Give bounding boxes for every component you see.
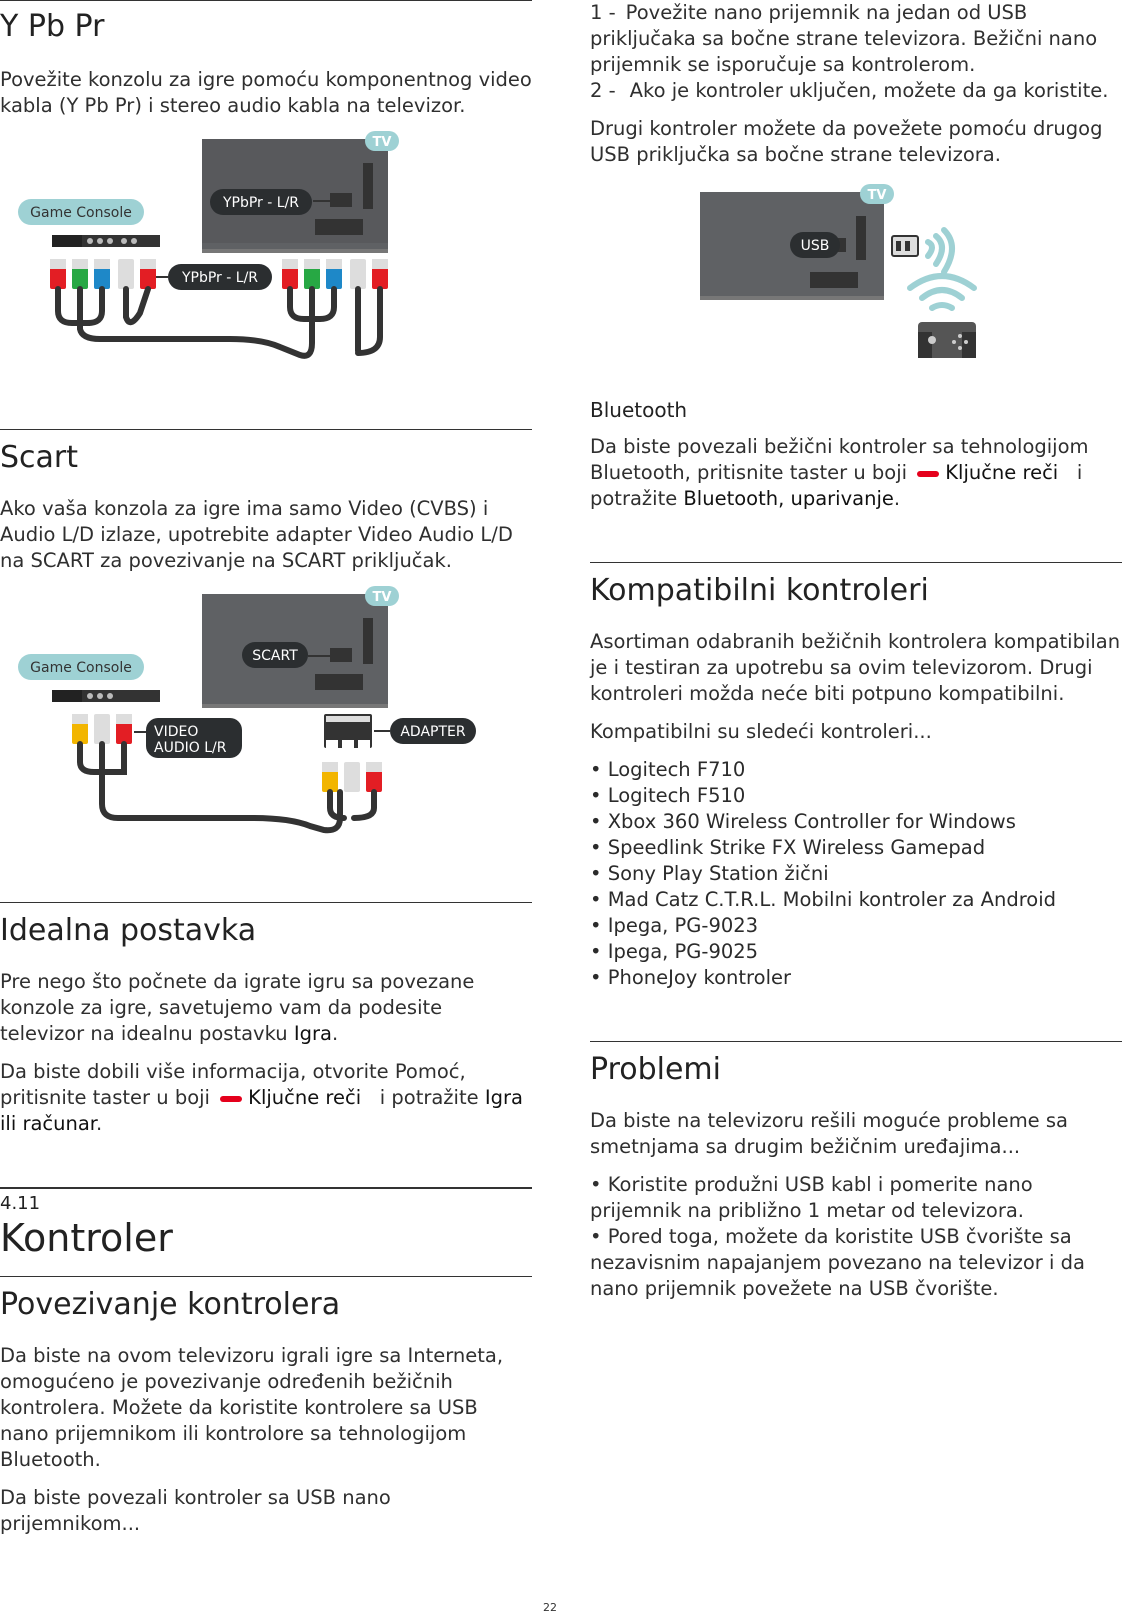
adapter-label: ADAPTER	[400, 724, 466, 740]
adapter-plugs	[322, 762, 382, 792]
left-column	[0, 0, 532, 1549]
section-divider	[0, 1276, 532, 1277]
tv-badge-label: TV	[372, 135, 392, 150]
bluetooth-text-b: i potražite	[590, 461, 1083, 510]
red-key-icon	[917, 471, 939, 477]
usb-diagram	[696, 180, 1096, 380]
section-divider	[590, 562, 1122, 563]
step-1	[590, 0, 1122, 78]
console-plugs	[72, 714, 132, 744]
section-divider	[0, 0, 532, 1]
list-item: • Xbox 360 Wireless Controller for Windows	[590, 810, 1016, 833]
cable	[58, 289, 380, 356]
chapter-number: 4.11	[0, 1193, 41, 1214]
controller-list	[590, 757, 1122, 991]
step-1-text	[590, 0, 1122, 78]
list-item: • Logitech F510	[590, 784, 746, 807]
tv-badge-label: TV	[372, 590, 392, 605]
section-divider	[0, 902, 532, 903]
step-2-text	[590, 78, 1122, 104]
kompatibilni-p1: Asortiman odabranih bežičnih kontrolera kompatibilan je i testiran za upotrebu sa ovim televizorom. Drugi kontroleri možda neće biti potpuno kompatibilni.	[590, 630, 1121, 705]
tv-port-label: SCART	[252, 648, 298, 664]
ideal-p1-text: Pre nego što počnete da igrate igru sa povezane konzole za igre, savetujemo vam da podesite televizor na idealnu postavku	[0, 970, 475, 1045]
ideal-p1	[0, 969, 532, 1047]
bluetooth-heading: Bluetooth	[590, 398, 688, 422]
cable-label-line1: VIDEO	[154, 724, 199, 740]
list-item: • Sony Play Station žični	[590, 862, 829, 885]
section-divider	[590, 1041, 1122, 1042]
keywords-key-label: Ključne reči	[248, 1086, 362, 1109]
list-item: • Ipega, PG-9025	[590, 940, 759, 963]
console-plugs	[50, 259, 156, 289]
tv-stand-slot	[315, 219, 363, 235]
scart-title: Scart	[0, 440, 79, 475]
problemi-title: Problemi	[590, 1052, 721, 1087]
ideal-p2-text2: i potražite	[379, 1086, 485, 1109]
step-2-number: 2 -	[590, 79, 616, 102]
povezivanje-title: Povezivanje kontrolera	[0, 1286, 341, 1322]
ideal-p2	[0, 1059, 532, 1137]
gamepad-icon	[918, 322, 976, 358]
problemi-bullet-1: • Koristite produžni USB kabl i pomerite nano prijemnik na približno 1 metar od televizora.	[590, 1173, 1033, 1222]
console-label: Game Console	[30, 205, 132, 221]
list-item: • Logitech F710	[590, 758, 746, 781]
problemi-p2	[590, 1172, 1122, 1302]
tv-port-bar	[363, 163, 373, 209]
right-column	[590, 0, 1122, 1314]
punct: .	[96, 1112, 103, 1135]
punct: .	[893, 487, 901, 510]
chapter-divider	[0, 1187, 532, 1189]
povezivanje-p1: Da biste na ovom televizoru igrali igre sa Interneta, omogućeno je povezivanje određenih bežičnih kontrolera. Možete da koristite kontrolere sa USB nano prijemnikom ili kontrolore sa tehnologijom Bluetooth.	[0, 1343, 504, 1471]
povezivanje-p2: Da biste povezali kontroler sa USB nano prijemnikom...	[0, 1485, 391, 1535]
list-item: • Speedlink Strike FX Wireless Gamepad	[590, 836, 986, 859]
keywords-key-label: Ključne reči	[945, 461, 1059, 484]
list-item: • PhoneJoy kontroler	[590, 966, 792, 989]
usb-port-label: USB	[800, 238, 830, 254]
ypbpr-diagram	[0, 131, 420, 361]
ypbpr-body: Povežite konzolu za igre pomoću komponentnog video kabla (Y Pb Pr) i stereo audio kabla na televizor.	[0, 68, 532, 117]
tv-port-label: YPbPr - L/R	[222, 195, 300, 211]
tv-port	[330, 648, 352, 662]
tv-stand-slot	[810, 272, 858, 288]
bluetooth-text-a: Da biste povezali bežični kontroler sa tehnologijom Bluetooth, pritisnite taster u boji	[590, 435, 1089, 484]
problemi-p1: Da biste na televizoru rešili moguće probleme sa smetnjama sa drugim bežičnim uređajima...	[590, 1109, 1068, 1158]
bluetooth-text	[590, 434, 1122, 512]
step-1-number: 1 -	[590, 1, 616, 24]
red-key-icon	[220, 1096, 242, 1102]
tv-badge-label: TV	[867, 188, 887, 203]
cable-label: YPbPr - L/R	[181, 270, 259, 286]
punct: .	[331, 1022, 339, 1045]
step-1-body: Povežite nano prijemnik na jedan od USB priključaka sa bočne strane televizora. Bežični nano prijemnik se isporučuje sa kontrolerom.	[590, 1, 1098, 76]
list-item: • Mad Catz C.T.R.L. Mobilni kontroler za Android	[590, 888, 1057, 911]
ideal-search-term: Igra ili računar	[0, 1086, 523, 1135]
tv-plugs	[282, 259, 388, 289]
kompatibilni-title: Kompatibilni kontroleri	[590, 573, 929, 608]
section-divider	[0, 429, 532, 430]
wireless-signal-icon	[928, 230, 952, 272]
scart-body: Ako vaša konzola za igre ima samo Video (CVBS) i Audio L/D izlaze, upotrebite adapter Video Audio L/D na SCART za povezivanje na SCART priključak.	[0, 497, 513, 572]
cable-label-line2: AUDIO L/R	[154, 740, 227, 756]
ypbpr-title: Y Pb Pr	[0, 9, 105, 44]
tv-stand-slot	[315, 674, 363, 690]
ideal-p2-text: Da biste dobili više informacija, otvorite Pomoć, pritisnite taster u boji	[0, 1060, 466, 1109]
tv-port	[330, 193, 352, 207]
step-2-body: Ako je kontroler uključen, možete da ga koristite.	[629, 79, 1109, 102]
controller-signal-icon	[910, 276, 974, 308]
problemi-bullet-2: • Pored toga, možete da koristite USB čvorište sa nezavisnim napajanjem povezano na televizor i da nano prijemnik povežete na USB čvorište.	[590, 1225, 1085, 1300]
ideal-setting-link: Igra	[293, 1022, 332, 1045]
chapter-title: Kontroler	[0, 1216, 173, 1260]
other-controller-text: Drugi kontroler možete da povežete pomoću drugog USB priključka sa bočne strane televizora.	[590, 117, 1103, 166]
list-item: • Ipega, PG-9023	[590, 914, 759, 937]
bluetooth-search-term: Bluetooth, uparivanje	[683, 487, 894, 510]
kompatibilni-p2: Kompatibilni su sledeći kontroleri...	[590, 720, 932, 743]
console-label: Game Console	[30, 660, 132, 676]
ideal-title: Idealna postavka	[0, 913, 257, 948]
page-number: 22	[543, 1601, 557, 1614]
scart-diagram	[0, 586, 480, 836]
